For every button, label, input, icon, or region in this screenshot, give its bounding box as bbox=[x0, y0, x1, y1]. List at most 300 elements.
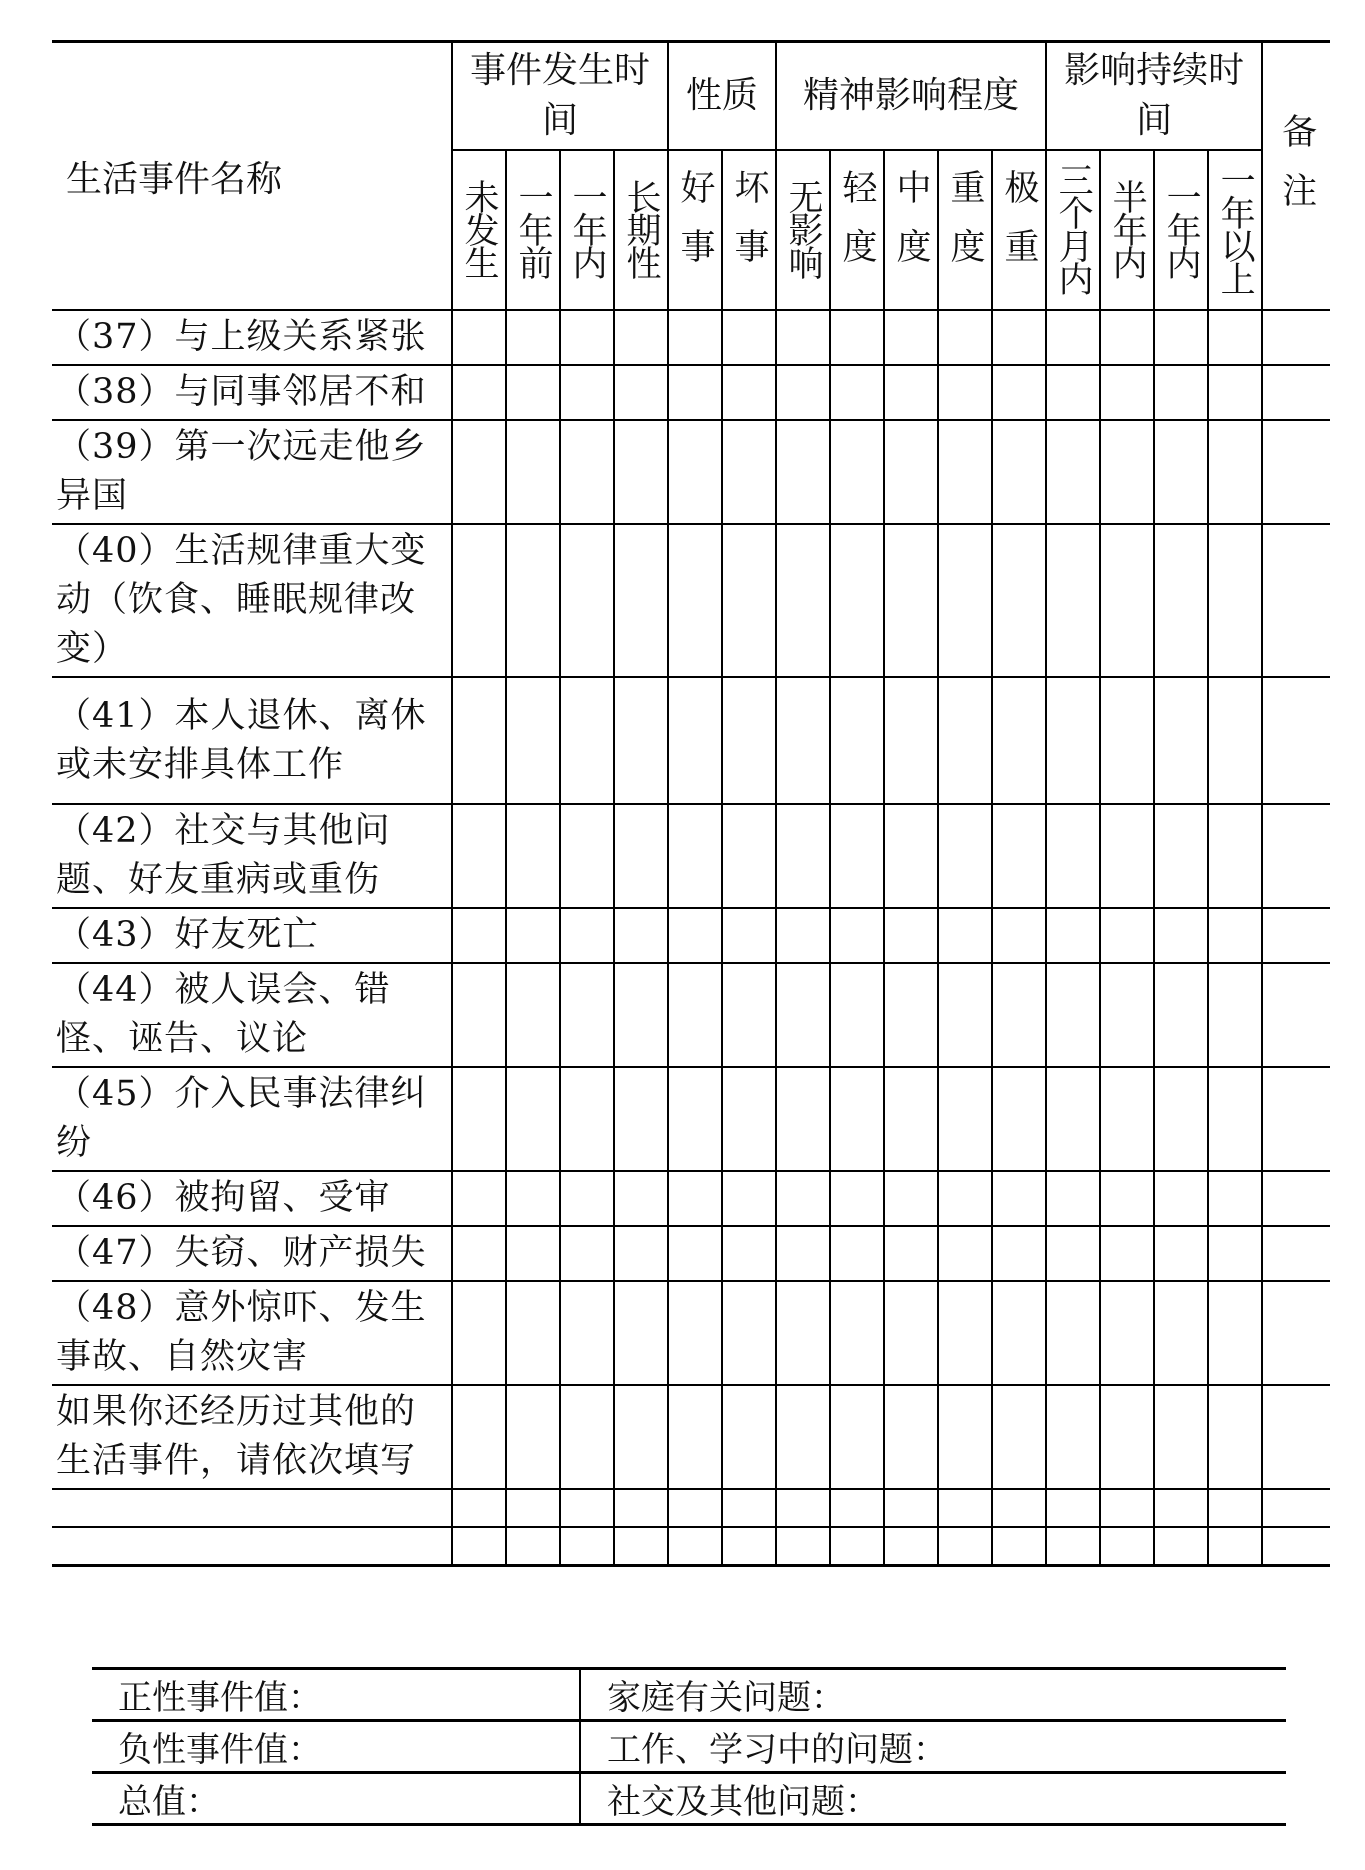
checkbox-cell[interactable] bbox=[614, 1171, 668, 1226]
checkbox-cell[interactable] bbox=[1208, 365, 1262, 420]
checkbox-cell[interactable] bbox=[992, 1067, 1046, 1171]
checkbox-cell[interactable] bbox=[506, 1067, 560, 1171]
checkbox-cell[interactable] bbox=[1100, 1489, 1154, 1527]
checkbox-cell[interactable] bbox=[1154, 677, 1208, 804]
remarks-cell[interactable] bbox=[1262, 1385, 1330, 1489]
checkbox-cell[interactable] bbox=[830, 310, 884, 365]
checkbox-cell[interactable] bbox=[506, 804, 560, 908]
checkbox-cell[interactable] bbox=[938, 1385, 992, 1489]
checkbox-cell[interactable] bbox=[776, 804, 830, 908]
checkbox-cell[interactable] bbox=[506, 1489, 560, 1527]
checkbox-cell[interactable] bbox=[1208, 1226, 1262, 1281]
checkbox-cell[interactable] bbox=[1208, 1067, 1262, 1171]
checkbox-cell[interactable] bbox=[668, 310, 722, 365]
checkbox-cell[interactable] bbox=[452, 1171, 506, 1226]
checkbox-cell[interactable] bbox=[1208, 310, 1262, 365]
checkbox-cell[interactable] bbox=[1100, 310, 1154, 365]
checkbox-cell[interactable] bbox=[1154, 310, 1208, 365]
event-label: （44）被人误会、错怪、诬告、议论 bbox=[52, 963, 452, 1067]
summary-right-field[interactable]: 工作、学习中的问题： bbox=[580, 1721, 1286, 1773]
checkbox-cell[interactable] bbox=[992, 1226, 1046, 1281]
checkbox-cell[interactable] bbox=[722, 1067, 776, 1171]
remarks-cell[interactable] bbox=[1262, 963, 1330, 1067]
checkbox-cell[interactable] bbox=[560, 1226, 614, 1281]
remarks-cell[interactable] bbox=[1262, 1527, 1330, 1565]
table-row bbox=[52, 963, 1330, 1067]
checkbox-cell[interactable] bbox=[776, 1281, 830, 1385]
checkbox-cell[interactable] bbox=[776, 1171, 830, 1226]
checkbox-cell[interactable] bbox=[1154, 365, 1208, 420]
checkbox-cell[interactable] bbox=[560, 963, 614, 1067]
checkbox-cell[interactable] bbox=[830, 524, 884, 677]
checkbox-cell[interactable] bbox=[668, 524, 722, 677]
checkbox-cell[interactable] bbox=[1100, 1067, 1154, 1171]
checkbox-cell[interactable] bbox=[884, 1281, 938, 1385]
remarks-cell[interactable] bbox=[1262, 1489, 1330, 1527]
checkbox-cell[interactable] bbox=[938, 1527, 992, 1565]
checkbox-cell[interactable] bbox=[992, 1527, 1046, 1565]
checkbox-cell[interactable] bbox=[884, 677, 938, 804]
subcol-label: 一年内 bbox=[567, 178, 607, 278]
checkbox-cell[interactable] bbox=[938, 963, 992, 1067]
checkbox-cell[interactable] bbox=[1100, 524, 1154, 677]
checkbox-cell[interactable] bbox=[506, 1527, 560, 1565]
checkbox-cell[interactable] bbox=[452, 1226, 506, 1281]
checkbox-cell[interactable] bbox=[1208, 1385, 1262, 1489]
checkbox-cell[interactable] bbox=[560, 677, 614, 804]
event-label: （45）介入民事法律纠纷 bbox=[52, 1067, 452, 1171]
checkbox-cell[interactable] bbox=[1100, 804, 1154, 908]
table-row bbox=[52, 1171, 1330, 1226]
table-row bbox=[52, 677, 1330, 804]
checkbox-cell[interactable] bbox=[506, 1171, 560, 1226]
checkbox-cell[interactable] bbox=[452, 1281, 506, 1385]
checkbox-cell[interactable] bbox=[1100, 1281, 1154, 1385]
checkbox-cell[interactable] bbox=[668, 963, 722, 1067]
checkbox-cell[interactable] bbox=[506, 1226, 560, 1281]
checkbox-cell[interactable] bbox=[1100, 963, 1154, 1067]
checkbox-cell[interactable] bbox=[560, 1385, 614, 1489]
checkbox-cell[interactable] bbox=[1208, 524, 1262, 677]
remarks-header-label: 备注 bbox=[1276, 112, 1317, 231]
subcol-label: 三个月内 bbox=[1053, 162, 1094, 294]
checkbox-cell[interactable] bbox=[1154, 1489, 1208, 1527]
checkbox-cell[interactable] bbox=[452, 365, 506, 420]
checkbox-cell[interactable] bbox=[938, 908, 992, 963]
checkbox-cell[interactable] bbox=[1046, 963, 1100, 1067]
checkbox-cell[interactable] bbox=[938, 1281, 992, 1385]
checkbox-cell[interactable] bbox=[560, 365, 614, 420]
checkbox-cell[interactable] bbox=[722, 677, 776, 804]
checkbox-cell[interactable] bbox=[830, 908, 884, 963]
summary-left-field[interactable]: 总值： bbox=[92, 1773, 580, 1825]
remarks-header bbox=[1262, 42, 1330, 311]
subcol-label: 一年前 bbox=[513, 178, 553, 278]
checkbox-cell[interactable] bbox=[776, 1385, 830, 1489]
checkbox-cell[interactable] bbox=[722, 365, 776, 420]
checkbox-cell[interactable] bbox=[938, 310, 992, 365]
summary-row bbox=[92, 1721, 1286, 1773]
checkbox-cell[interactable] bbox=[884, 1067, 938, 1171]
checkbox-cell[interactable] bbox=[1046, 365, 1100, 420]
checkbox-cell[interactable] bbox=[776, 310, 830, 365]
checkbox-cell[interactable] bbox=[722, 1527, 776, 1565]
checkbox-cell[interactable] bbox=[992, 677, 1046, 804]
checkbox-cell[interactable] bbox=[884, 420, 938, 524]
summary-row bbox=[92, 1773, 1286, 1825]
checkbox-cell[interactable] bbox=[884, 1527, 938, 1565]
checkbox-cell[interactable] bbox=[560, 1527, 614, 1565]
checkbox-cell[interactable] bbox=[452, 524, 506, 677]
table-row bbox=[52, 420, 1330, 524]
checkbox-cell[interactable] bbox=[938, 804, 992, 908]
checkbox-cell[interactable] bbox=[560, 1281, 614, 1385]
checkbox-cell[interactable] bbox=[506, 908, 560, 963]
checkbox-cell[interactable] bbox=[1046, 420, 1100, 524]
remarks-cell[interactable] bbox=[1262, 420, 1330, 524]
checkbox-cell[interactable] bbox=[506, 963, 560, 1067]
checkbox-cell[interactable] bbox=[1208, 420, 1262, 524]
checkbox-cell[interactable] bbox=[452, 310, 506, 365]
remarks-cell[interactable] bbox=[1262, 365, 1330, 420]
checkbox-cell[interactable] bbox=[560, 1067, 614, 1171]
checkbox-cell[interactable] bbox=[992, 524, 1046, 677]
checkbox-cell[interactable] bbox=[1046, 677, 1100, 804]
remarks-cell[interactable] bbox=[1262, 1067, 1330, 1171]
summary-left-field[interactable]: 正性事件值： bbox=[92, 1669, 580, 1721]
checkbox-cell[interactable] bbox=[992, 963, 1046, 1067]
checkbox-cell[interactable] bbox=[1046, 1171, 1100, 1226]
checkbox-cell[interactable] bbox=[1208, 1281, 1262, 1385]
checkbox-cell[interactable] bbox=[614, 804, 668, 908]
remarks-cell[interactable] bbox=[1262, 310, 1330, 365]
summary-right-field[interactable]: 社交及其他问题： bbox=[580, 1773, 1286, 1825]
checkbox-cell[interactable] bbox=[560, 908, 614, 963]
event-label: 如果你还经历过其他的生活事件，请依次填写 bbox=[52, 1385, 452, 1489]
checkbox-cell[interactable] bbox=[560, 1171, 614, 1226]
checkbox-cell[interactable] bbox=[668, 908, 722, 963]
remarks-cell[interactable] bbox=[1262, 677, 1330, 804]
subcol-label: 重度 bbox=[945, 169, 986, 287]
checkbox-cell[interactable] bbox=[614, 1281, 668, 1385]
table-row bbox=[52, 908, 1330, 963]
checkbox-cell[interactable] bbox=[776, 1489, 830, 1527]
checkbox-cell[interactable] bbox=[668, 1385, 722, 1489]
checkbox-cell[interactable] bbox=[452, 1067, 506, 1171]
checkbox-cell[interactable] bbox=[1208, 908, 1262, 963]
checkbox-cell[interactable] bbox=[830, 1226, 884, 1281]
checkbox-cell[interactable] bbox=[722, 804, 776, 908]
checkbox-cell[interactable] bbox=[560, 420, 614, 524]
checkbox-cell[interactable] bbox=[668, 804, 722, 908]
checkbox-cell[interactable] bbox=[884, 908, 938, 963]
checkbox-cell[interactable] bbox=[830, 1489, 884, 1527]
checkbox-cell[interactable] bbox=[830, 804, 884, 908]
checkbox-cell[interactable] bbox=[722, 963, 776, 1067]
subcol-within-one-year-duration bbox=[1154, 150, 1208, 310]
checkbox-cell[interactable] bbox=[776, 1067, 830, 1171]
checkbox-cell[interactable] bbox=[992, 310, 1046, 365]
checkbox-cell[interactable] bbox=[722, 310, 776, 365]
checkbox-cell[interactable] bbox=[1154, 1385, 1208, 1489]
checkbox-cell[interactable] bbox=[830, 963, 884, 1067]
checkbox-cell[interactable] bbox=[1100, 677, 1154, 804]
checkbox-cell[interactable] bbox=[614, 310, 668, 365]
subcol-label: 未发生 bbox=[459, 178, 499, 278]
checkbox-cell[interactable] bbox=[992, 804, 1046, 908]
checkbox-cell[interactable] bbox=[1154, 1281, 1208, 1385]
subcol-over-one-year bbox=[1208, 150, 1262, 310]
checkbox-cell[interactable] bbox=[1046, 1385, 1100, 1489]
checkbox-cell[interactable] bbox=[668, 677, 722, 804]
checkbox-cell[interactable] bbox=[1208, 1489, 1262, 1527]
checkbox-cell[interactable] bbox=[722, 1281, 776, 1385]
checkbox-cell[interactable] bbox=[1046, 1489, 1100, 1527]
checkbox-cell[interactable] bbox=[452, 804, 506, 908]
checkbox-cell[interactable] bbox=[452, 963, 506, 1067]
checkbox-cell[interactable] bbox=[722, 908, 776, 963]
table-row bbox=[52, 365, 1330, 420]
subcol-severe bbox=[938, 150, 992, 310]
checkbox-cell[interactable] bbox=[1154, 420, 1208, 524]
subcol-label: 坏事 bbox=[729, 169, 770, 287]
checkbox-cell[interactable] bbox=[992, 1385, 1046, 1489]
checkbox-cell[interactable] bbox=[1154, 804, 1208, 908]
subcol-within-half-year bbox=[1100, 150, 1154, 310]
checkbox-cell[interactable] bbox=[1046, 1226, 1100, 1281]
checkbox-cell[interactable] bbox=[452, 677, 506, 804]
checkbox-cell[interactable] bbox=[938, 1067, 992, 1171]
checkbox-cell[interactable] bbox=[722, 1171, 776, 1226]
table-row bbox=[52, 310, 1330, 365]
subcol-label: 中度 bbox=[891, 169, 932, 287]
event-label: （38）与同事邻居不和 bbox=[52, 365, 452, 420]
remarks-cell[interactable] bbox=[1262, 908, 1330, 963]
checkbox-cell[interactable] bbox=[776, 524, 830, 677]
subcol-one-year-ago bbox=[506, 150, 560, 310]
checkbox-cell[interactable] bbox=[1046, 1527, 1100, 1565]
checkbox-cell[interactable] bbox=[668, 1171, 722, 1226]
checkbox-cell[interactable] bbox=[1154, 1067, 1208, 1171]
checkbox-cell[interactable] bbox=[506, 365, 560, 420]
subcol-long-term bbox=[614, 150, 668, 310]
checkbox-cell[interactable] bbox=[1208, 804, 1262, 908]
event-label bbox=[52, 1489, 452, 1527]
subcol-label: 好事 bbox=[675, 169, 716, 287]
checkbox-cell[interactable] bbox=[1100, 1385, 1154, 1489]
checkbox-cell[interactable] bbox=[452, 1385, 506, 1489]
checkbox-cell[interactable] bbox=[992, 1281, 1046, 1385]
header-row-groups bbox=[52, 42, 1330, 151]
checkbox-cell[interactable] bbox=[830, 1171, 884, 1226]
checkbox-cell[interactable] bbox=[884, 524, 938, 677]
checkbox-cell[interactable] bbox=[722, 1226, 776, 1281]
checkbox-cell[interactable] bbox=[560, 804, 614, 908]
table-row bbox=[52, 804, 1330, 908]
event-label: （41）本人退休、离休或未安排具体工作 bbox=[52, 677, 452, 804]
checkbox-cell[interactable] bbox=[830, 677, 884, 804]
checkbox-cell[interactable] bbox=[1208, 963, 1262, 1067]
checkbox-cell[interactable] bbox=[1046, 524, 1100, 677]
checkbox-cell[interactable] bbox=[560, 1489, 614, 1527]
checkbox-cell[interactable] bbox=[1046, 1067, 1100, 1171]
checkbox-cell[interactable] bbox=[506, 420, 560, 524]
event-label: （47）失窃、财产损失 bbox=[52, 1226, 452, 1281]
checkbox-cell[interactable] bbox=[668, 1527, 722, 1565]
checkbox-cell[interactable] bbox=[614, 524, 668, 677]
checkbox-cell[interactable] bbox=[668, 1281, 722, 1385]
checkbox-cell[interactable] bbox=[830, 1527, 884, 1565]
subcol-label: 一年内 bbox=[1161, 178, 1202, 278]
checkbox-cell[interactable] bbox=[830, 420, 884, 524]
summary-row bbox=[92, 1669, 1286, 1721]
checkbox-cell[interactable] bbox=[776, 1527, 830, 1565]
checkbox-cell[interactable] bbox=[938, 365, 992, 420]
checkbox-cell[interactable] bbox=[884, 1171, 938, 1226]
checkbox-cell[interactable] bbox=[992, 1171, 1046, 1226]
checkbox-cell[interactable] bbox=[884, 1226, 938, 1281]
checkbox-cell[interactable] bbox=[830, 1385, 884, 1489]
remarks-cell[interactable] bbox=[1262, 1171, 1330, 1226]
checkbox-cell[interactable] bbox=[776, 677, 830, 804]
checkbox-cell[interactable] bbox=[668, 420, 722, 524]
subcol-label: 长期性 bbox=[621, 178, 661, 278]
checkbox-cell[interactable] bbox=[506, 677, 560, 804]
checkbox-cell[interactable] bbox=[1154, 963, 1208, 1067]
checkbox-cell[interactable] bbox=[722, 420, 776, 524]
summary-right-field[interactable]: 家庭有关问题： bbox=[580, 1669, 1286, 1721]
checkbox-cell[interactable] bbox=[668, 365, 722, 420]
checkbox-cell[interactable] bbox=[1046, 310, 1100, 365]
checkbox-cell[interactable] bbox=[1046, 908, 1100, 963]
table-row bbox=[52, 1489, 1330, 1527]
checkbox-cell[interactable] bbox=[506, 1281, 560, 1385]
checkbox-cell[interactable] bbox=[614, 963, 668, 1067]
checkbox-cell[interactable] bbox=[776, 963, 830, 1067]
checkbox-cell[interactable] bbox=[1100, 1171, 1154, 1226]
checkbox-cell[interactable] bbox=[992, 420, 1046, 524]
event-label: （42）社交与其他问题、好友重病或重伤 bbox=[52, 804, 452, 908]
checkbox-cell[interactable] bbox=[884, 310, 938, 365]
table-row bbox=[52, 1385, 1330, 1489]
checkbox-cell[interactable] bbox=[938, 1489, 992, 1527]
checkbox-cell[interactable] bbox=[614, 420, 668, 524]
checkbox-cell[interactable] bbox=[614, 908, 668, 963]
summary-left-field[interactable]: 负性事件值： bbox=[92, 1721, 580, 1773]
checkbox-cell[interactable] bbox=[506, 1385, 560, 1489]
remarks-cell[interactable] bbox=[1262, 1281, 1330, 1385]
checkbox-cell[interactable] bbox=[992, 1489, 1046, 1527]
checkbox-cell[interactable] bbox=[722, 1385, 776, 1489]
checkbox-cell[interactable] bbox=[452, 1527, 506, 1565]
checkbox-cell[interactable] bbox=[452, 420, 506, 524]
checkbox-cell[interactable] bbox=[722, 524, 776, 677]
checkbox-cell[interactable] bbox=[1100, 1527, 1154, 1565]
checkbox-cell[interactable] bbox=[668, 1489, 722, 1527]
subcol-moderate bbox=[884, 150, 938, 310]
nature-header: 性质 bbox=[668, 42, 776, 151]
checkbox-cell[interactable] bbox=[1208, 1527, 1262, 1565]
checkbox-cell[interactable] bbox=[830, 365, 884, 420]
life-events-table bbox=[52, 40, 1330, 1567]
table-body bbox=[52, 42, 1330, 1566]
checkbox-cell[interactable] bbox=[776, 420, 830, 524]
checkbox-cell[interactable] bbox=[614, 1385, 668, 1489]
checkbox-cell[interactable] bbox=[1046, 1281, 1100, 1385]
event-label: （46）被拘留、受审 bbox=[52, 1171, 452, 1226]
checkbox-cell[interactable] bbox=[884, 963, 938, 1067]
checkbox-cell[interactable] bbox=[1154, 1527, 1208, 1565]
checkbox-cell[interactable] bbox=[1208, 677, 1262, 804]
checkbox-cell[interactable] bbox=[452, 1489, 506, 1527]
remarks-cell[interactable] bbox=[1262, 804, 1330, 908]
checkbox-cell[interactable] bbox=[1046, 804, 1100, 908]
checkbox-cell[interactable] bbox=[506, 524, 560, 677]
checkbox-cell[interactable] bbox=[992, 365, 1046, 420]
checkbox-cell[interactable] bbox=[614, 365, 668, 420]
checkbox-cell[interactable] bbox=[776, 908, 830, 963]
checkbox-cell[interactable] bbox=[614, 1489, 668, 1527]
checkbox-cell[interactable] bbox=[938, 1171, 992, 1226]
checkbox-cell[interactable] bbox=[560, 524, 614, 677]
checkbox-cell[interactable] bbox=[776, 365, 830, 420]
checkbox-cell[interactable] bbox=[830, 1281, 884, 1385]
checkbox-cell[interactable] bbox=[1100, 420, 1154, 524]
checkbox-cell[interactable] bbox=[1100, 908, 1154, 963]
checkbox-cell[interactable] bbox=[668, 1226, 722, 1281]
remarks-cell[interactable] bbox=[1262, 1226, 1330, 1281]
checkbox-cell[interactable] bbox=[938, 524, 992, 677]
checkbox-cell[interactable] bbox=[560, 310, 614, 365]
checkbox-cell[interactable] bbox=[452, 908, 506, 963]
remarks-cell[interactable] bbox=[1262, 524, 1330, 677]
checkbox-cell[interactable] bbox=[1154, 524, 1208, 677]
checkbox-cell[interactable] bbox=[938, 677, 992, 804]
checkbox-cell[interactable] bbox=[830, 1067, 884, 1171]
checkbox-cell[interactable] bbox=[614, 1226, 668, 1281]
checkbox-cell[interactable] bbox=[938, 420, 992, 524]
checkbox-cell[interactable] bbox=[1100, 1226, 1154, 1281]
checkbox-cell[interactable] bbox=[668, 1067, 722, 1171]
checkbox-cell[interactable] bbox=[614, 677, 668, 804]
checkbox-cell[interactable] bbox=[776, 1226, 830, 1281]
checkbox-cell[interactable] bbox=[938, 1226, 992, 1281]
event-label bbox=[52, 1527, 452, 1565]
checkbox-cell[interactable] bbox=[884, 804, 938, 908]
checkbox-cell[interactable] bbox=[884, 1385, 938, 1489]
checkbox-cell[interactable] bbox=[1100, 365, 1154, 420]
checkbox-cell[interactable] bbox=[614, 1067, 668, 1171]
checkbox-cell[interactable] bbox=[992, 908, 1046, 963]
subcol-label: 一年以上 bbox=[1215, 162, 1256, 294]
event-name-header: 生活事件名称 bbox=[52, 42, 452, 311]
table-row bbox=[52, 1226, 1330, 1281]
subcol-mild bbox=[830, 150, 884, 310]
checkbox-cell[interactable] bbox=[1154, 908, 1208, 963]
checkbox-cell[interactable] bbox=[1154, 1226, 1208, 1281]
summary-body bbox=[92, 1669, 1286, 1825]
checkbox-cell[interactable] bbox=[884, 1489, 938, 1527]
table-row bbox=[52, 1281, 1330, 1385]
checkbox-cell[interactable] bbox=[884, 365, 938, 420]
checkbox-cell[interactable] bbox=[1154, 1171, 1208, 1226]
checkbox-cell[interactable] bbox=[1208, 1171, 1262, 1226]
checkbox-cell[interactable] bbox=[722, 1489, 776, 1527]
subcol-within-one-year bbox=[560, 150, 614, 310]
checkbox-cell[interactable] bbox=[614, 1527, 668, 1565]
event-label: （43）好友死亡 bbox=[52, 908, 452, 963]
checkbox-cell[interactable] bbox=[506, 310, 560, 365]
